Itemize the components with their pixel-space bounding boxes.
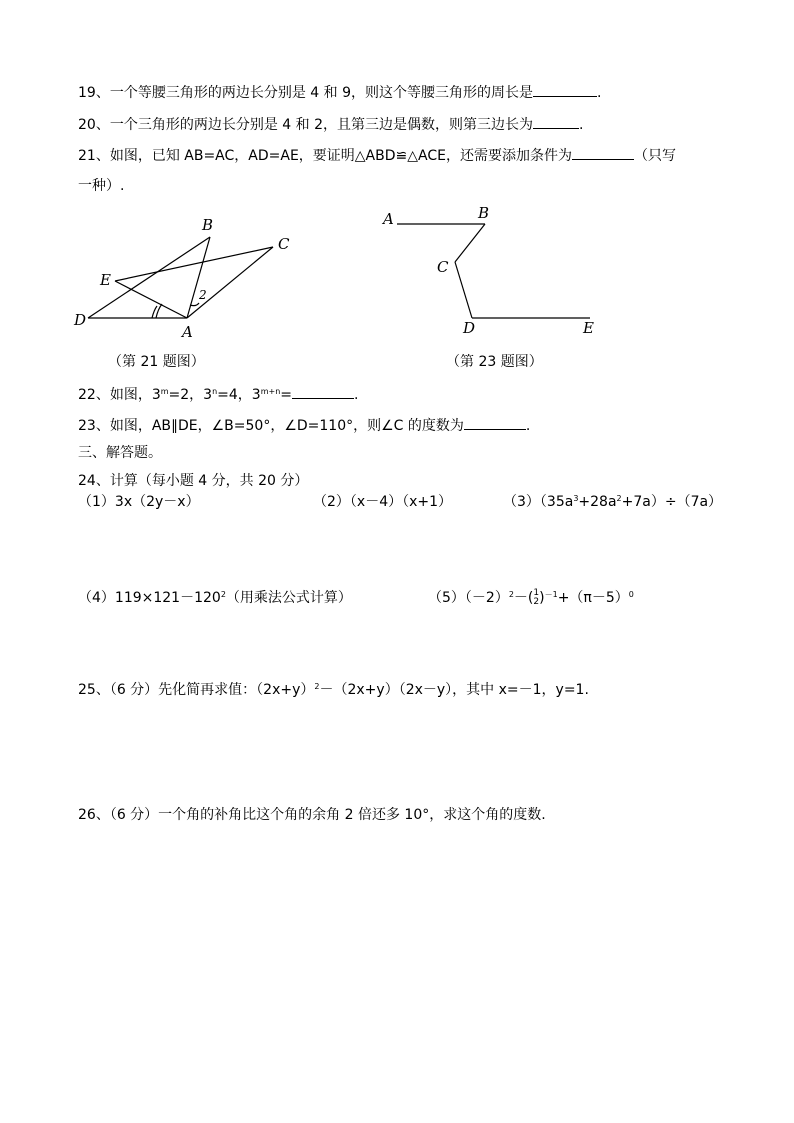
section-3-heading: 三、解答题。 xyxy=(78,445,162,461)
question-22-eq1: =2，3 xyxy=(168,387,213,403)
fig21-label-D: D xyxy=(74,311,87,329)
exp-n: n xyxy=(212,387,218,396)
question-24-part-4 xyxy=(78,588,352,608)
question-23-text: 23、如图，AB∥DE，∠B=50°，∠D=110°，则∠C 的度数为 xyxy=(78,418,464,434)
question-20 xyxy=(78,114,583,135)
fig23-segment-BC xyxy=(455,224,485,262)
q24-p5-exp1: 2 xyxy=(508,590,514,599)
fig21-label-A: A xyxy=(182,323,193,341)
question-25-exp: 2 xyxy=(314,682,320,691)
fig21-label-B: B xyxy=(202,216,214,234)
exp-m-plus-n: m+n xyxy=(260,387,281,396)
q24-p3-c: +7a）÷（7a） xyxy=(621,494,723,510)
question-24-part-3 xyxy=(503,492,722,512)
q24-p4-exp: 2 xyxy=(220,590,226,599)
question-20-text: 20、一个三角形的两边长分别是 4 和 2，且第三边是偶数，则第三边长为 xyxy=(78,117,533,133)
figure-23 xyxy=(375,200,615,340)
question-23-end: . xyxy=(525,418,531,434)
fig23-segment-CD xyxy=(455,262,472,318)
fig21-segment-EC xyxy=(115,247,273,281)
question-24-part-1: （1）3x（2y－x） xyxy=(78,494,200,510)
fig23-label-C: C xyxy=(437,258,449,276)
question-22-eq3: = xyxy=(280,387,293,403)
q24-p5-numerator: 1 xyxy=(533,588,540,598)
question-25-b: －（2x+y）（2x－y），其中 x=－1，y=1. xyxy=(319,682,589,698)
question-26: 26、（6 分）一个角的补角比这个角的余角 2 倍还多 10°，求这个角的度数. xyxy=(78,807,546,823)
fig21-label-C: C xyxy=(278,235,290,253)
question-21-end: （只写 xyxy=(633,148,676,164)
question-25 xyxy=(78,680,589,700)
fig21-segment-AB xyxy=(187,237,210,318)
figure-23-caption: （第 23 题图） xyxy=(446,354,543,370)
question-21-line2 xyxy=(78,176,124,196)
answer-blank-19[interactable] xyxy=(533,82,597,97)
q24-p5-fraction xyxy=(533,589,539,607)
answer-blank-23[interactable] xyxy=(464,415,526,430)
question-24-title: 24、计算（每小题 4 分，共 20 分） xyxy=(78,473,309,489)
question-22-eq2: =4，3 xyxy=(217,387,261,403)
fig21-label-E: E xyxy=(100,271,111,289)
exp-m: m xyxy=(160,387,169,396)
question-21 xyxy=(78,145,676,166)
q24-p5-exp2: －1 xyxy=(544,590,558,599)
question-19-end: . xyxy=(596,85,602,101)
q24-p3-exp1: 3 xyxy=(573,494,579,503)
q24-p5-c: +（π－5） xyxy=(557,590,629,606)
q24-p4-a: （4）119×121－120 xyxy=(78,590,221,606)
fig21-segment-EA xyxy=(115,281,187,318)
question-24-part-2: （2）（x－4）（x+1） xyxy=(313,494,453,510)
q24-p5-exp3: 0 xyxy=(628,590,634,599)
fig23-label-B: B xyxy=(478,204,490,222)
q24-p4-b: （用乘法公式计算） xyxy=(225,590,352,606)
question-24-part-5: $(5)(-2)^2-$( 1 2 )$^{-1}+(\pi-5)^0$ xyxy=(428,588,634,607)
answer-blank-20[interactable] xyxy=(533,114,579,129)
q24-p5-a: （5）（－2） xyxy=(428,590,509,606)
fig23-label-D: D xyxy=(463,319,476,337)
question-21-text: 21、如图，已知 AB=AC，AD=AE，要证明△ABD≌△ACE，还需要添加条件为 xyxy=(78,148,572,164)
fig23-label-E: E xyxy=(583,319,594,337)
question-22-end: . xyxy=(354,387,359,403)
question-20-end: . xyxy=(578,117,584,133)
fig21-label-angle-2: 2 xyxy=(199,288,207,302)
q24-p3-b: +28a xyxy=(578,494,617,510)
answer-blank-21[interactable] xyxy=(572,145,634,160)
q24-p3-a: （3）（35a xyxy=(503,494,574,510)
question-19 xyxy=(78,82,601,103)
q24-p3-exp2: 2 xyxy=(616,494,622,503)
question-19-text: 19、一个等腰三角形的两边长分别是 4 和 9，则这个等腰三角形的周长是 xyxy=(78,85,533,101)
question-22-prefix: 22、如图，3 xyxy=(78,387,161,403)
question-25-a: 25、（6 分）先化简再求值：（2x+y） xyxy=(78,682,315,698)
question-23 xyxy=(78,415,530,436)
question-22 xyxy=(78,384,358,405)
question-21-line2-text: 一种）. xyxy=(78,178,125,194)
figure-21-caption: （第 21 题图） xyxy=(108,354,205,370)
q24-p5-b: － xyxy=(513,590,528,606)
figure-21 xyxy=(70,205,310,345)
fig21-segment-AC xyxy=(187,247,273,318)
fig23-label-A: A xyxy=(383,210,394,228)
answer-blank-22[interactable] xyxy=(292,384,354,399)
q24-p5-denominator: 2 xyxy=(533,597,540,607)
